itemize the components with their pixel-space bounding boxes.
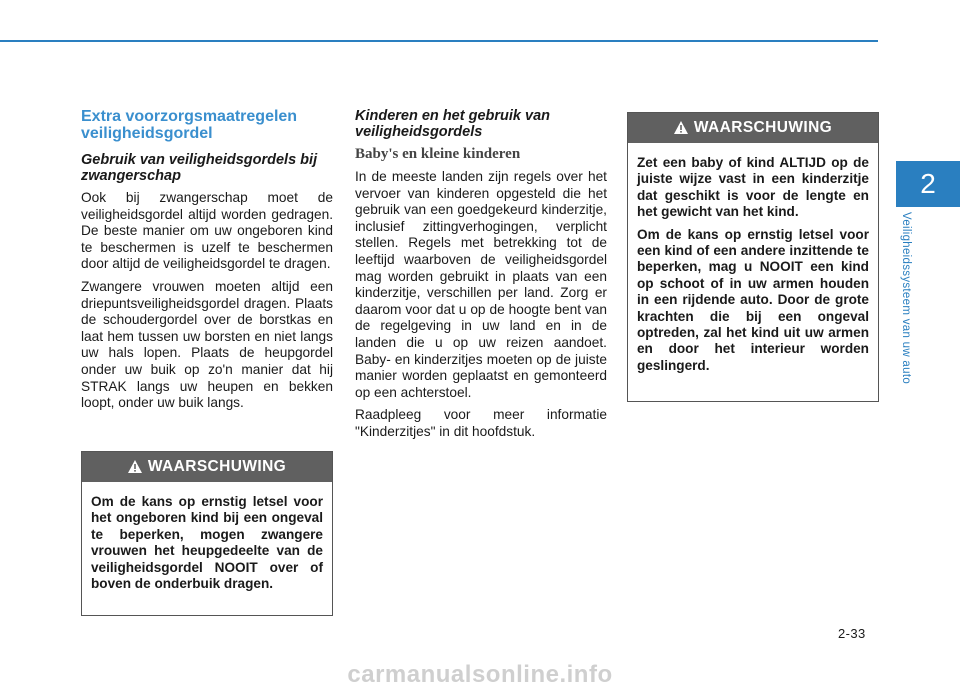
warning-header — [82, 452, 332, 482]
warning-text: Zet een baby of kind ALTIJD op de juiste wijze vast in een kinderzitje dat geschikt is voor de lengte en het gewicht van het kind. — [637, 155, 869, 220]
warning-title: WAARSCHUWING — [147, 458, 287, 475]
watermark: carmanualsonline.info — [347, 661, 613, 688]
warning-text: Om de kans op ernstig letsel voor het ongeboren kind bij een ongeval te beperken, mogen zwangere vrouwen het heupgedeelte van de veiligheidsgordel NOOIT over of boven de onderbuik dragen. — [91, 494, 323, 592]
paragraph: In de meeste landen zijn regels over het vervoer van kinderen opgesteld die het gebruik van een goedgekeurd kinderzitje, inclusief zittingverhogingen, verplicht stellen. Regels met betrekking tot de leeftijd waarboven de veiligheidsgordel mag worden gebruikt in plaats van een kinderzitje, verschillen per land. Zorg er daarom voor dat u op de hoogte bent van de regelgeving in uw land en in de landen die u op uw reizen aandoet. Baby- en kinderzitjes moeten op de juiste manier worden geplaatst en gemonteerd op een achterstoel. — [355, 169, 607, 400]
warning-text: Om de kans op ernstig letsel voor een kind of een andere inzittende te beperken, mag u NOOIT een kind op schoot of in uw armen houden in een rijdende auto. Door de grote krachten die bij een ongeval optreden, zal het kind uit uw armen en door het interieur worden geslingerd. — [637, 226, 869, 373]
paragraph: Ook bij zwangerschap moet de veiligheidsgordel altijd worden gedragen. De beste manier om uw ongeboren kind te beschermen is uzelf te beschermen door altijd de veiligheidsgordel te dragen. — [81, 190, 333, 272]
section-heading: Extra voorzorgsmaatregelen veiligheidsgordel — [81, 108, 298, 142]
column-middle — [355, 108, 607, 447]
paragraph: Raadpleeg voor meer informatie "Kinderzitjes" in dit hoofdstuk. — [355, 407, 607, 439]
warning-body — [82, 482, 332, 606]
subsection-heading: Gebruik van veiligheidsgordels bij zwangerschap — [81, 152, 318, 184]
column-left — [81, 108, 333, 418]
section-title-vertical — [900, 212, 924, 412]
top-rule — [0, 40, 878, 42]
chapter-tab: 2 — [896, 161, 960, 207]
warning-box-pregnancy — [81, 451, 333, 616]
warning-body — [628, 143, 878, 388]
warning-header — [628, 113, 878, 143]
page-number: 2-33 — [838, 626, 866, 641]
section-title: Veiligheidssysteem van uw auto — [900, 212, 912, 385]
warning-box-children — [627, 112, 879, 402]
warning-triangle-icon — [674, 121, 688, 134]
warning-title: WAARSCHUWING — [693, 119, 833, 136]
paragraph: Zwangere vrouwen moeten altijd een driepuntsveiligheidsgordel dragen. Plaats de schoudergordel over de borstkas en laat hem tussen uw borsten en niet langs uw hals lopen. Plaats de heupgordel onder uw buik op zo'n manier dat hij STRAK langs uw heupen en bekken loopt, onder uw buik langs. — [81, 278, 333, 411]
warning-triangle-icon — [128, 460, 142, 473]
section-heading: Kinderen en het gebruik van veiligheidsgordels — [355, 108, 550, 140]
subsection-heading: Baby's en kleine kinderen — [355, 146, 521, 162]
